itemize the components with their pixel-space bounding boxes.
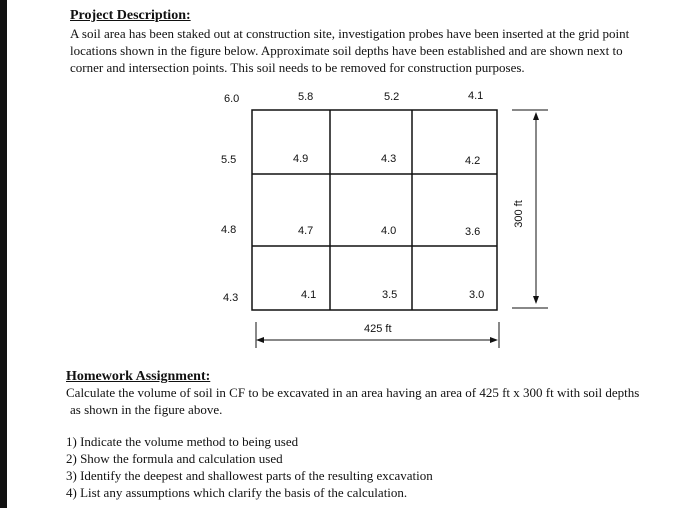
task-3: 3) Identify the deepest and shallowest parts of the resulting excavation — [66, 468, 433, 483]
project-line-2: locations shown in the figure below. Approximate soil depths have been established and are shown next to — [70, 43, 623, 58]
depth-r1-c1: 4.9 — [293, 153, 309, 165]
depth-r2-c0: 4.8 — [221, 224, 237, 236]
depth-r0-c2: 5.2 — [384, 91, 400, 103]
depth-r1-c2: 4.3 — [381, 153, 397, 165]
task-4: 4) List any assumptions which clarify the basis of the calculation. — [66, 485, 408, 500]
depth-r2-c1: 4.7 — [298, 225, 314, 237]
depth-r3-c2: 3.5 — [382, 289, 398, 301]
depth-r3-c1: 4.1 — [301, 289, 317, 301]
height-dim-arrow-top — [533, 112, 539, 120]
depth-r1-c3: 4.2 — [465, 155, 481, 167]
height-dim-arrow-bottom — [533, 296, 539, 304]
homework-heading: Homework Assignment: — [66, 369, 211, 384]
depth-r0-c0: 6.0 — [224, 93, 240, 105]
depth-r0-c1: 5.8 — [298, 91, 314, 103]
depth-r3-c0: 4.3 — [223, 292, 239, 304]
project-description-heading: Project Description: — [70, 8, 191, 23]
depth-r2-c3: 3.6 — [465, 226, 481, 238]
depth-r2-c2: 4.0 — [381, 225, 397, 237]
depth-r0-c3: 4.1 — [468, 90, 484, 102]
depth-r1-c0: 5.5 — [221, 154, 237, 166]
task-2: 2) Show the formula and calculation used — [66, 451, 283, 466]
width-dim-arrow-right — [490, 337, 498, 343]
height-dim-label: 300 ft — [513, 200, 525, 228]
project-line-1: A soil area has been staked out at construction site, investigation probes have been inserted at the grid point — [70, 26, 630, 41]
project-line-3: corner and intersection points. This soil needs to be removed for construction purposes. — [70, 60, 525, 75]
homework-line-1: Calculate the volume of soil in CF to be excavated in an area having an area of 425 ft x 300 ft with soil depths — [66, 385, 640, 400]
task-1: 1) Indicate the volume method to being used — [66, 434, 299, 449]
depth-r3-c3: 3.0 — [469, 289, 485, 301]
grid-outline — [252, 110, 497, 310]
width-dim-label: 425 ft — [364, 323, 392, 335]
width-dim-arrow-left — [256, 337, 264, 343]
homework-line-2: as shown in the figure above. — [70, 402, 223, 417]
